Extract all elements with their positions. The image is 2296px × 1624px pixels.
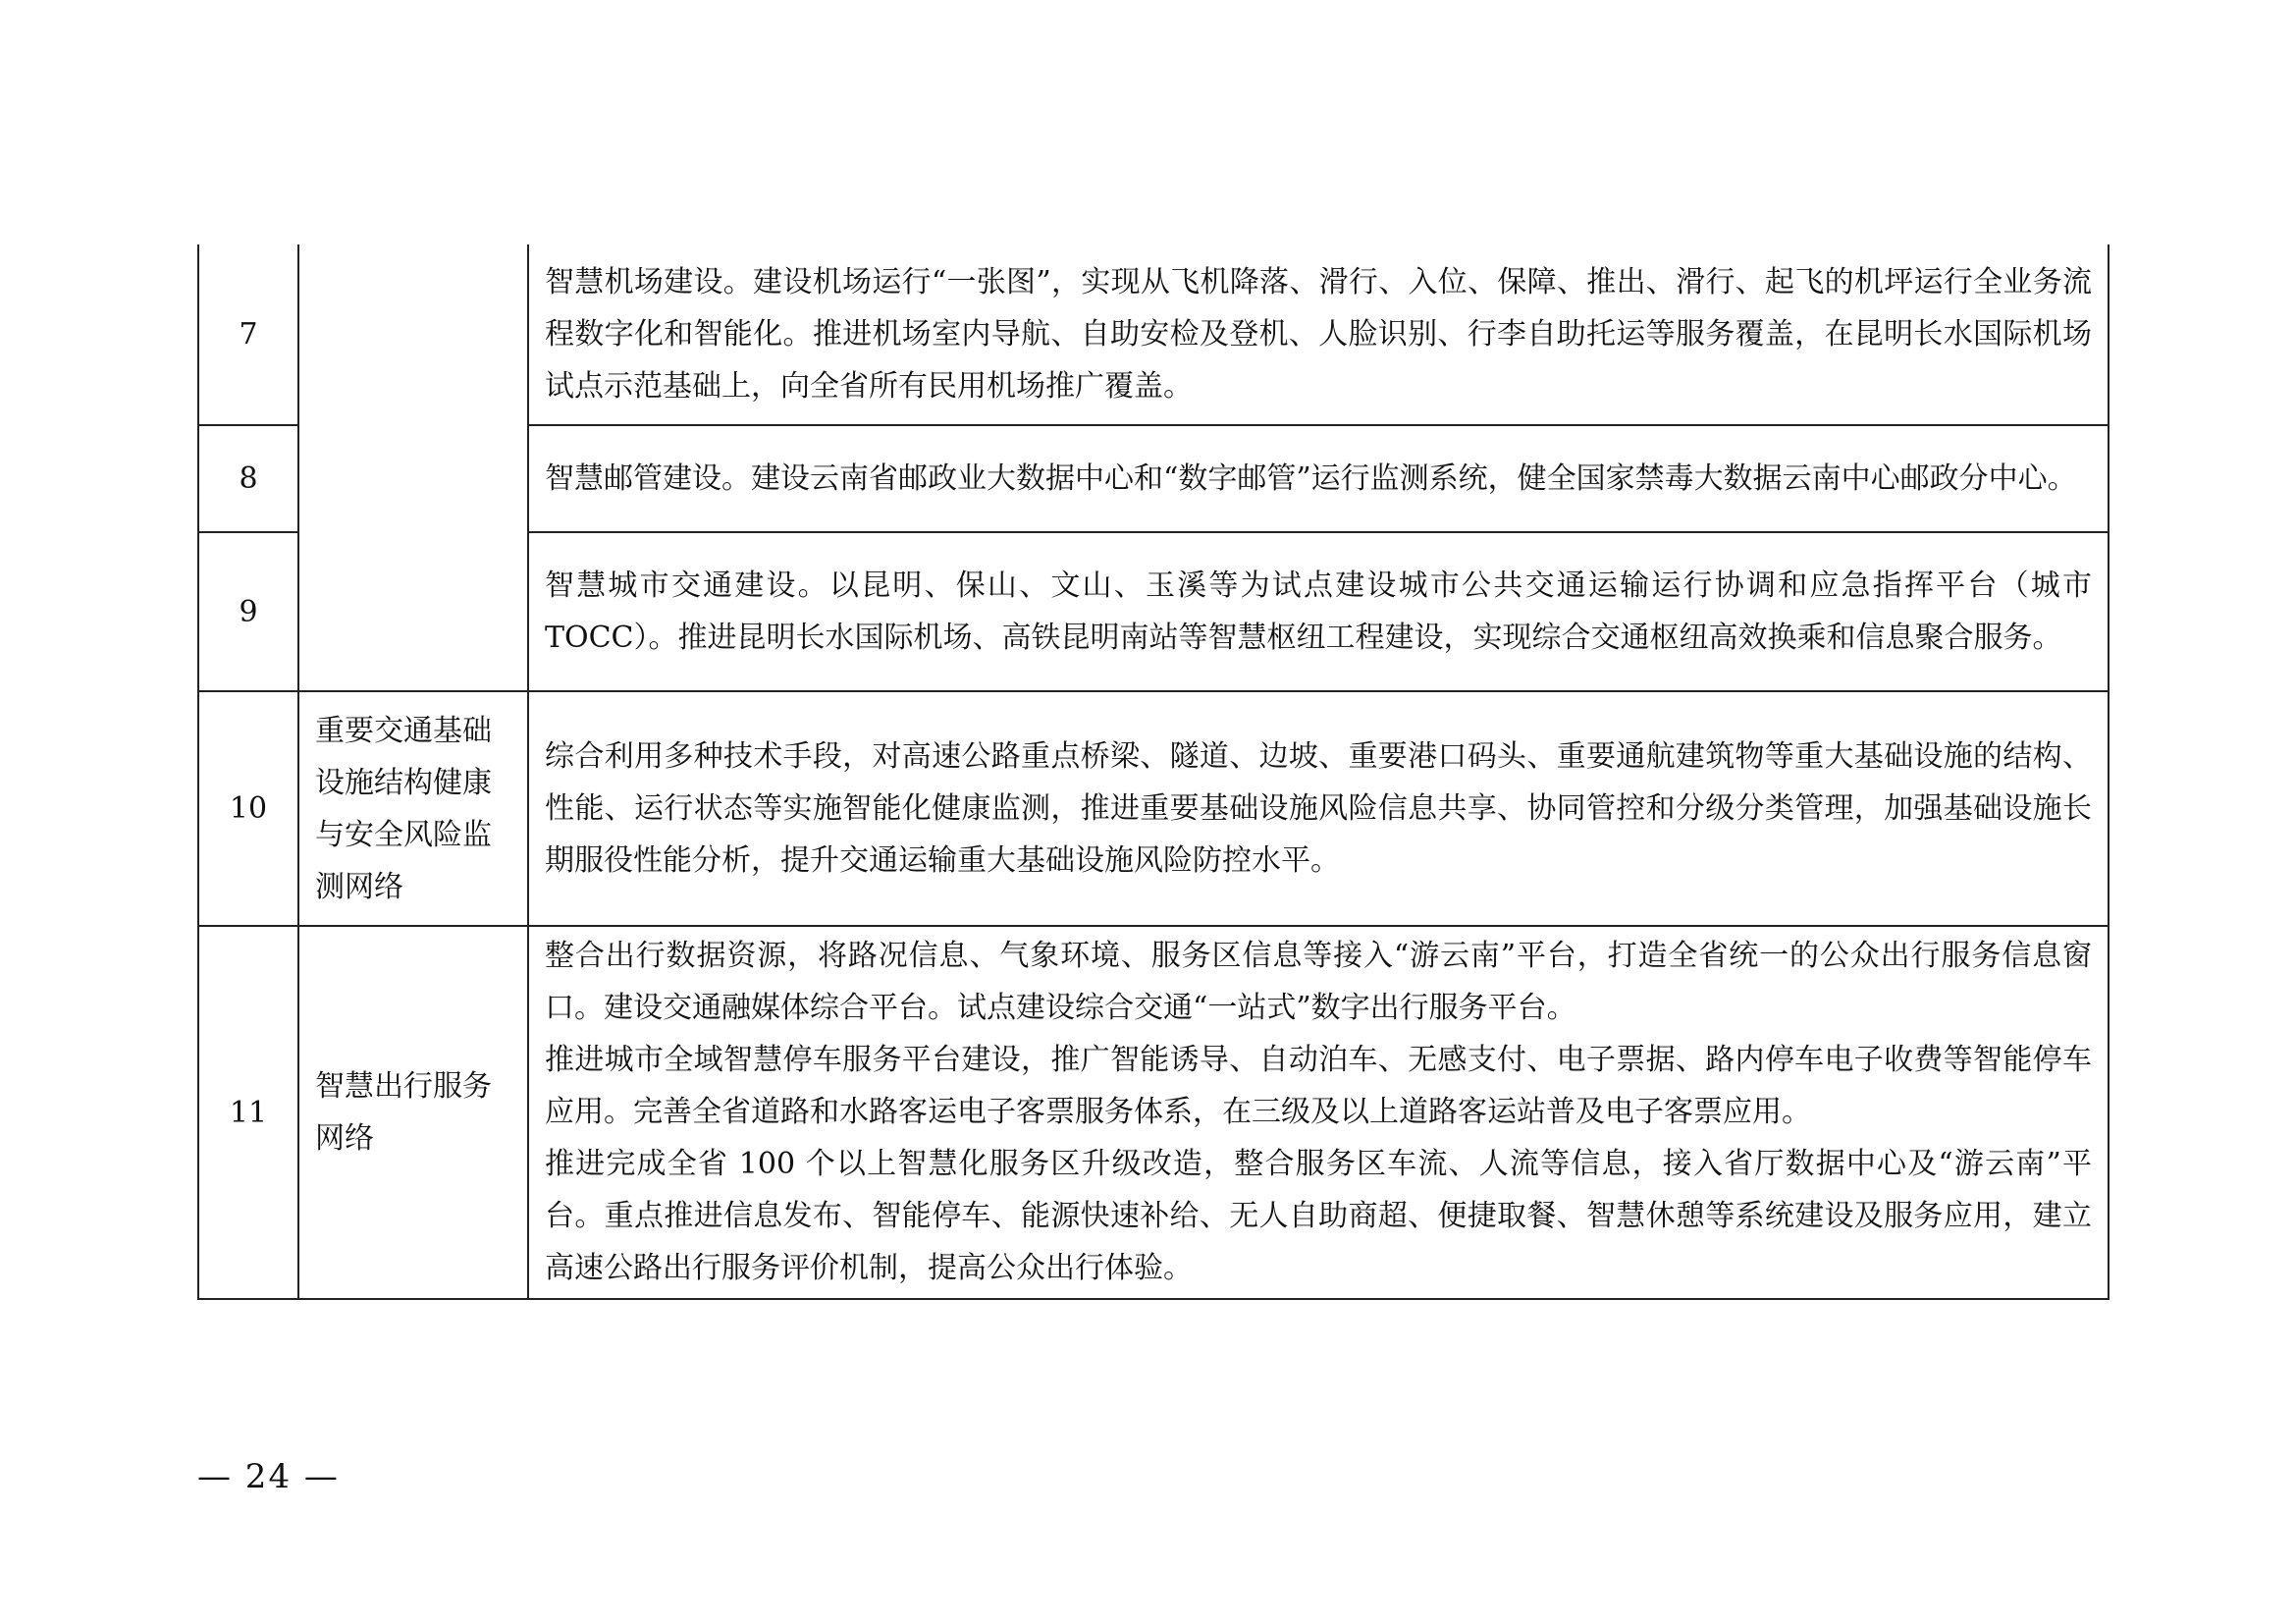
content-paragraph: 综合利用多种技术手段，对高速公路重点桥梁、隧道、边坡、重要港口码头、重要通航建筑物等重大基础设施的结构、性能、运行状态等实施智能化健康监测，推进重要基础设施风险信息共享、协同管控和分级分类管理，加强基础设施长期服役性能分析，提升交通运输重大基础设施风险防控水平。 (545, 738, 2092, 878)
row-content (528, 532, 2109, 691)
content-paragraph: 推进完成全省 100 个以上智慧化服务区升级改造，整合服务区车流、人流等信息，接入省厅数据中心及“游云南”平台。重点推进信息发布、智能停车、能源快速补给、无人自助商超、便捷取餐、智慧休憩等系统建设及服务应用，建立高速公路出行服务评价机制，提高公众出行体验。 (545, 1147, 2092, 1285)
page-number: — 24 — (197, 1457, 340, 1496)
content-paragraph: 智慧机场建设。建设机场运行“一张图”，实现从飞机降落、滑行、入位、保障、推出、滑行、起飞的机坪运行全业务流程数字化和智能化。推进机场室内导航、自助安检及登机、人脸识别、行李自助托运等服务覆盖，在昆明长水国际机场试点示范基础上，向全省所有民用机场推广覆盖。 (545, 264, 2092, 404)
content-paragraph: 推进城市全域智慧停车服务平台建设，推广智能诱导、自动泊车、无感支付、电子票据、路内停车电子收费等智能停车应用。完善全省道路和水路客运电子客票服务体系，在三级及以上道路客运站普及电子客票应用。 (545, 1043, 2092, 1129)
row-content (528, 244, 2109, 425)
row-number: 11 (198, 926, 298, 1299)
content-paragraph: 智慧邮管建设。建设云南省邮政业大数据中心和“数字邮管”运行监测系统，健全国家禁毒大数据云南中心邮政分中心。 (545, 460, 2077, 496)
project-table (197, 244, 2109, 1300)
table-row (198, 244, 2109, 425)
row-category: 重要交通基础设施结构健康与安全风险监测网络 (298, 691, 528, 926)
row-number: 9 (198, 532, 298, 691)
row-number: 10 (198, 691, 298, 926)
table-row (198, 691, 2109, 926)
content-paragraph: 整合出行数据资源，将路况信息、气象环境、服务区信息等接入“游云南”平台，打造全省统一的公众出行服务信息窗口。建设交通融媒体综合平台。试点建设综合交通“一站式”数字出行服务平台。 (545, 939, 2092, 1025)
table-row (198, 926, 2109, 1299)
row-content (528, 691, 2109, 926)
row-number: 7 (198, 244, 298, 425)
row-category: 智慧出行服务网络 (298, 926, 528, 1299)
row-content (528, 425, 2109, 532)
row-category-empty (298, 244, 528, 691)
content-paragraph: 智慧城市交通建设。以昆明、保山、文山、玉溪等为试点建设城市公共交通运输运行协调和应急指挥平台（城市 TOCC）。推进昆明长水国际机场、高铁昆明南站等智慧枢纽工程建设，实现综合交通枢纽高效换乘和信息聚合服务。 (545, 568, 2092, 655)
row-content (528, 926, 2109, 1299)
row-number: 8 (198, 425, 298, 532)
